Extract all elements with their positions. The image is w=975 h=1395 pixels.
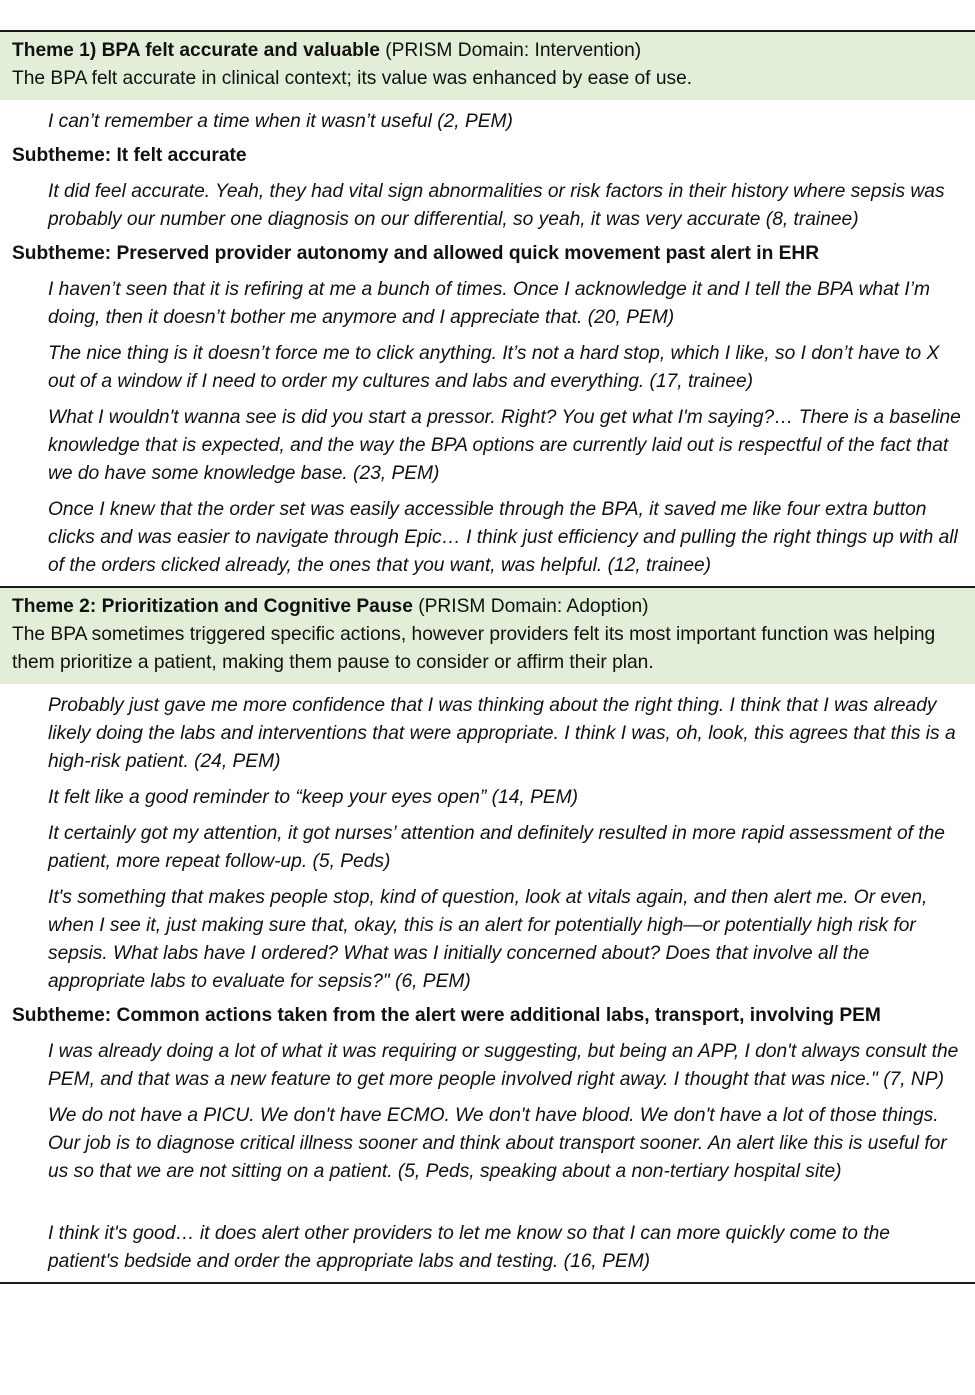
quote: I think it's good… it does alert other providers to let me know so that I can more quickly come to the patient's bedside and order the appropriate labs and testing. (16, PEM) xyxy=(48,1223,890,1272)
theme-2-title: Theme 2: Prioritization and Cognitive Pause xyxy=(12,596,413,617)
quote: It felt like a good reminder to “keep your eyes open” (14, PEM) xyxy=(48,787,579,808)
quote: I was already doing a lot of what it was requiring or suggesting, but being an APP, I don't always consult the PEM, and that was a new feature to get more people involved right away. I thought that was nice." (7, NP) xyxy=(48,1041,959,1090)
theme-1-title: Theme 1) BPA felt accurate and valuable xyxy=(12,40,380,61)
themes-table xyxy=(0,30,975,1284)
theme-1-domain: (PRISM Domain: Intervention) xyxy=(379,40,642,61)
subtheme-title: Subtheme: Common actions taken from the alert were additional labs, transport, involving PEM xyxy=(12,1005,881,1026)
theme-2-description: The BPA sometimes triggered specific actions, however providers felt its most important function was helping them prioritize a patient, making them pause to consider or affirm their plan. xyxy=(12,624,936,673)
quote: What I wouldn't wanna see is did you start a pressor. Right? You get what I'm saying?… There is a baseline knowledge that is expected, and the way the BPA options are currently laid out is respectful of the fact that we do have some knowledge base. (23, PEM) xyxy=(48,407,961,484)
theme-1-description: The BPA felt accurate in clinical context; its value was enhanced by ease of use. xyxy=(12,68,693,89)
subtheme-title: Subtheme: It felt accurate xyxy=(12,145,247,166)
quote: The nice thing is it doesn’t force me to click anything. It’s not a hard stop, which I like, so I don’t have to X out of a window if I need to order my cultures and labs and everything. (17, trainee) xyxy=(48,343,940,392)
quote: It's something that makes people stop, kind of question, look at vitals again, and then alert me. Or even, when I see it, just making sure that, okay, this is an alert for potentially high—or potentially high risk for sepsis. What labs have I ordered? What was I initially concerned about? Does that involve all the appropriate labs to evaluate for sepsis?" (6, PEM) xyxy=(48,887,928,992)
theme-1-header xyxy=(0,32,975,100)
quote: I haven’t seen that it is refiring at me a bunch of times. Once I acknowledge it and I tell the BPA what I’m doing, then it doesn’t bother me anymore and I appreciate that. (20, PEM) xyxy=(48,279,931,328)
quote: We do not have a PICU. We don't have ECMO. We don't have blood. We don't have a lot of those things. Our job is to diagnose critical illness sooner and think about transport sooner. An alert like this is useful for us so that we are not sitting on a patient. (5, Peds, speaking about a non-tertiary hospital site) xyxy=(48,1105,947,1182)
quote: It did feel accurate. Yeah, they had vital sign abnormalities or risk factors in their history where sepsis was probably our number one diagnosis on our differential, so yeah, it was very accurate (8, trainee) xyxy=(48,181,945,230)
theme-2-header xyxy=(0,588,975,684)
theme-1-section xyxy=(0,32,975,580)
quote: Probably just gave me more confidence that I was thinking about the right thing. I think that I was already likely doing the labs and interventions that were appropriate. I think I was, oh, look, this agrees that this is a high-risk patient. (24, PEM) xyxy=(48,695,956,772)
theme-2-section xyxy=(0,586,975,1276)
spacer xyxy=(0,1192,975,1212)
quote: Once I knew that the order set was easily accessible through the BPA, it saved me like four extra button clicks and was easier to navigate through Epic… I think just efficiency and pulling the right things up with all of the orders clicked already, the ones that you want, was helpful. (12, trainee) xyxy=(48,499,958,576)
theme-2-domain: (PRISM Domain: Adoption) xyxy=(412,596,649,617)
subtheme-title: Subtheme: Preserved provider autonomy and allowed quick movement past alert in EHR xyxy=(12,243,820,264)
quote: I can’t remember a time when it wasn’t useful (2, PEM) xyxy=(48,111,513,132)
quote: It certainly got my attention, it got nurses’ attention and definitely resulted in more rapid assessment of the patient, more repeat follow-up. (5, Peds) xyxy=(48,823,945,872)
